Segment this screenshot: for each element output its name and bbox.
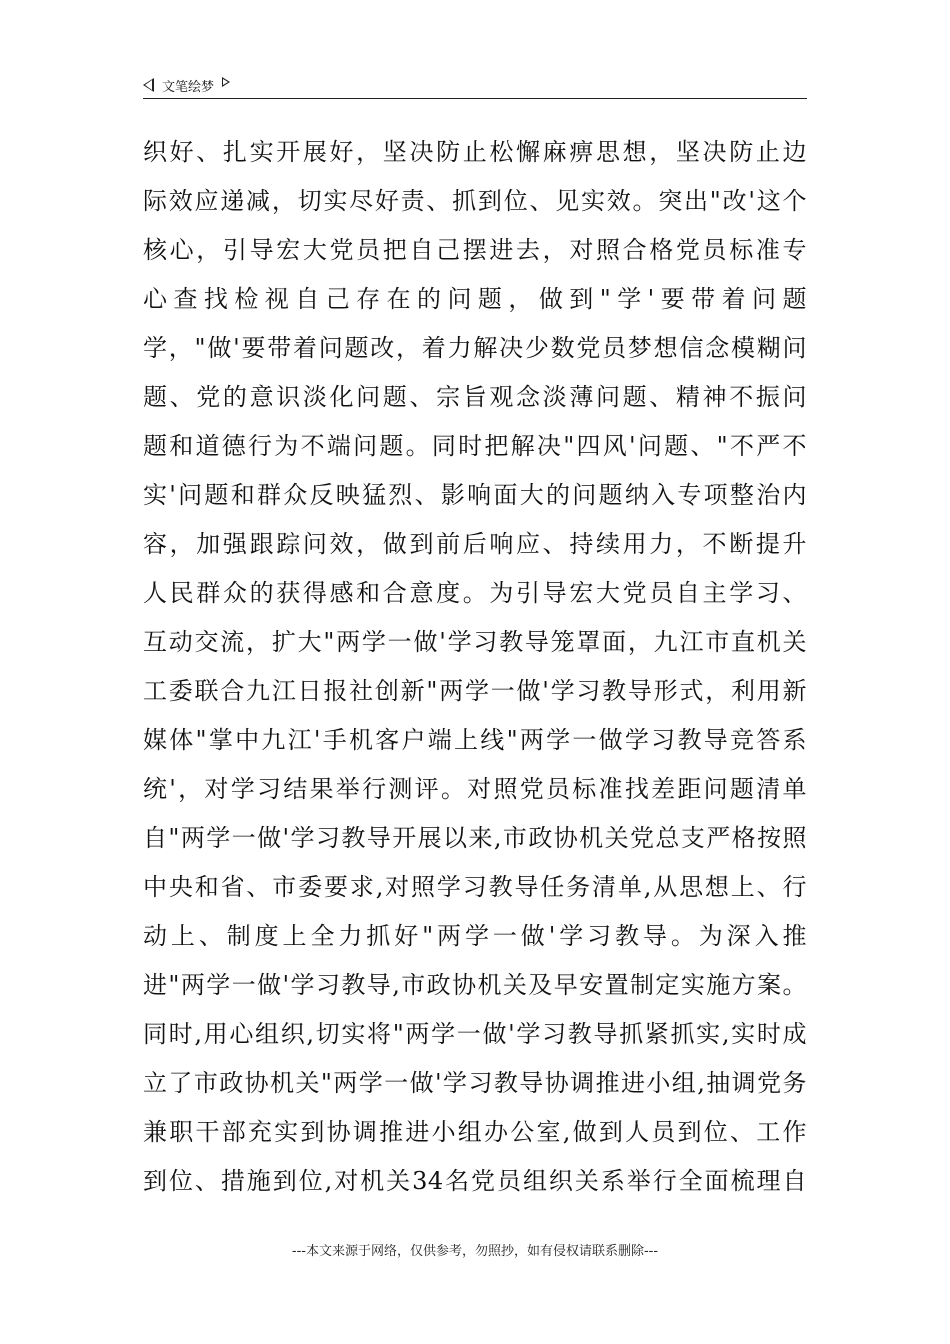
text-line: 互动交流，扩大"两学一做'学习教导笼罩面，九江市直机关 bbox=[143, 628, 807, 656]
text-line: 核心，引导宏大党员把自己摆进去，对照合格党员标准专 bbox=[143, 236, 807, 264]
text-line: 统'，对学习结果举行测评。对照党员标准找差距问题清单 bbox=[143, 775, 807, 803]
text-line: 到位、措施到位,对机关34名党员组织关系举行全面梳理自 bbox=[143, 1167, 807, 1195]
body-paragraph bbox=[143, 128, 807, 1206]
triangle-right-icon bbox=[222, 77, 230, 87]
text-line: 题、党的意识淡化问题、宗旨观念淡薄问题、精神不振问 bbox=[143, 383, 807, 411]
triangle-left-icon bbox=[143, 78, 154, 92]
text-line: 兼职干部充实到协调推进小组办公室,做到人员到位、工作 bbox=[143, 1118, 807, 1146]
text-line: 媒体"掌中九江'手机客户端上线"两学一做学习教导竞答系 bbox=[143, 726, 807, 754]
text-line: 际效应递减，切实尽好责、抓到位、见实效。突出"改'这个 bbox=[143, 187, 807, 215]
text-line: 容，加强跟踪问效，做到前后响应、持续用力，不断提升 bbox=[143, 530, 807, 558]
text-line: 进"两学一做'学习教导,市政协机关及早安置制定实施方案。 bbox=[143, 971, 807, 999]
text-line: 工委联合九江日报社创新"两学一做'学习教导形式，利用新 bbox=[143, 677, 807, 705]
text-line: 自"两学一做'学习教导开展以来,市政协机关党总支严格按照 bbox=[143, 824, 807, 852]
text-line: 立了市政协机关"两学一做'学习教导协调推进小组,抽调党务 bbox=[143, 1069, 807, 1097]
text-line: 学，"做'要带着问题改，着力解决少数党员梦想信念模糊问 bbox=[143, 334, 807, 362]
footer-disclaimer: ---本文来源于网络，仅供参考，勿照抄，如有侵权请联系删除--- bbox=[291, 1244, 659, 1259]
text-line: 同时,用心组织,切实将"两学一做'学习教导抓紧抓实,实时成 bbox=[143, 1020, 807, 1048]
text-line: 心查找检视自己存在的问题，做到"学'要带着问题 bbox=[143, 285, 807, 313]
text-line: 实'问题和群众反映猛烈、影响面大的问题纳入专项整治内 bbox=[143, 481, 807, 509]
text-line: 动上、制度上全力抓好"两学一做'学习教导。为深入推 bbox=[143, 922, 807, 950]
header-title: 文笔绘梦 bbox=[162, 79, 215, 95]
text-line: 中央和省、市委要求,对照学习教导任务清单,从思想上、行 bbox=[143, 873, 807, 901]
page-header bbox=[143, 72, 807, 99]
text-line: 人民群众的获得感和合意度。为引导宏大党员自主学习、 bbox=[143, 579, 807, 607]
text-line: 织好、扎实开展好，坚决防止松懈麻痹思想，坚决防止边 bbox=[143, 138, 807, 166]
text-line: 题和道德行为不端问题。同时把解决"四风'问题、"不严不 bbox=[143, 432, 807, 460]
